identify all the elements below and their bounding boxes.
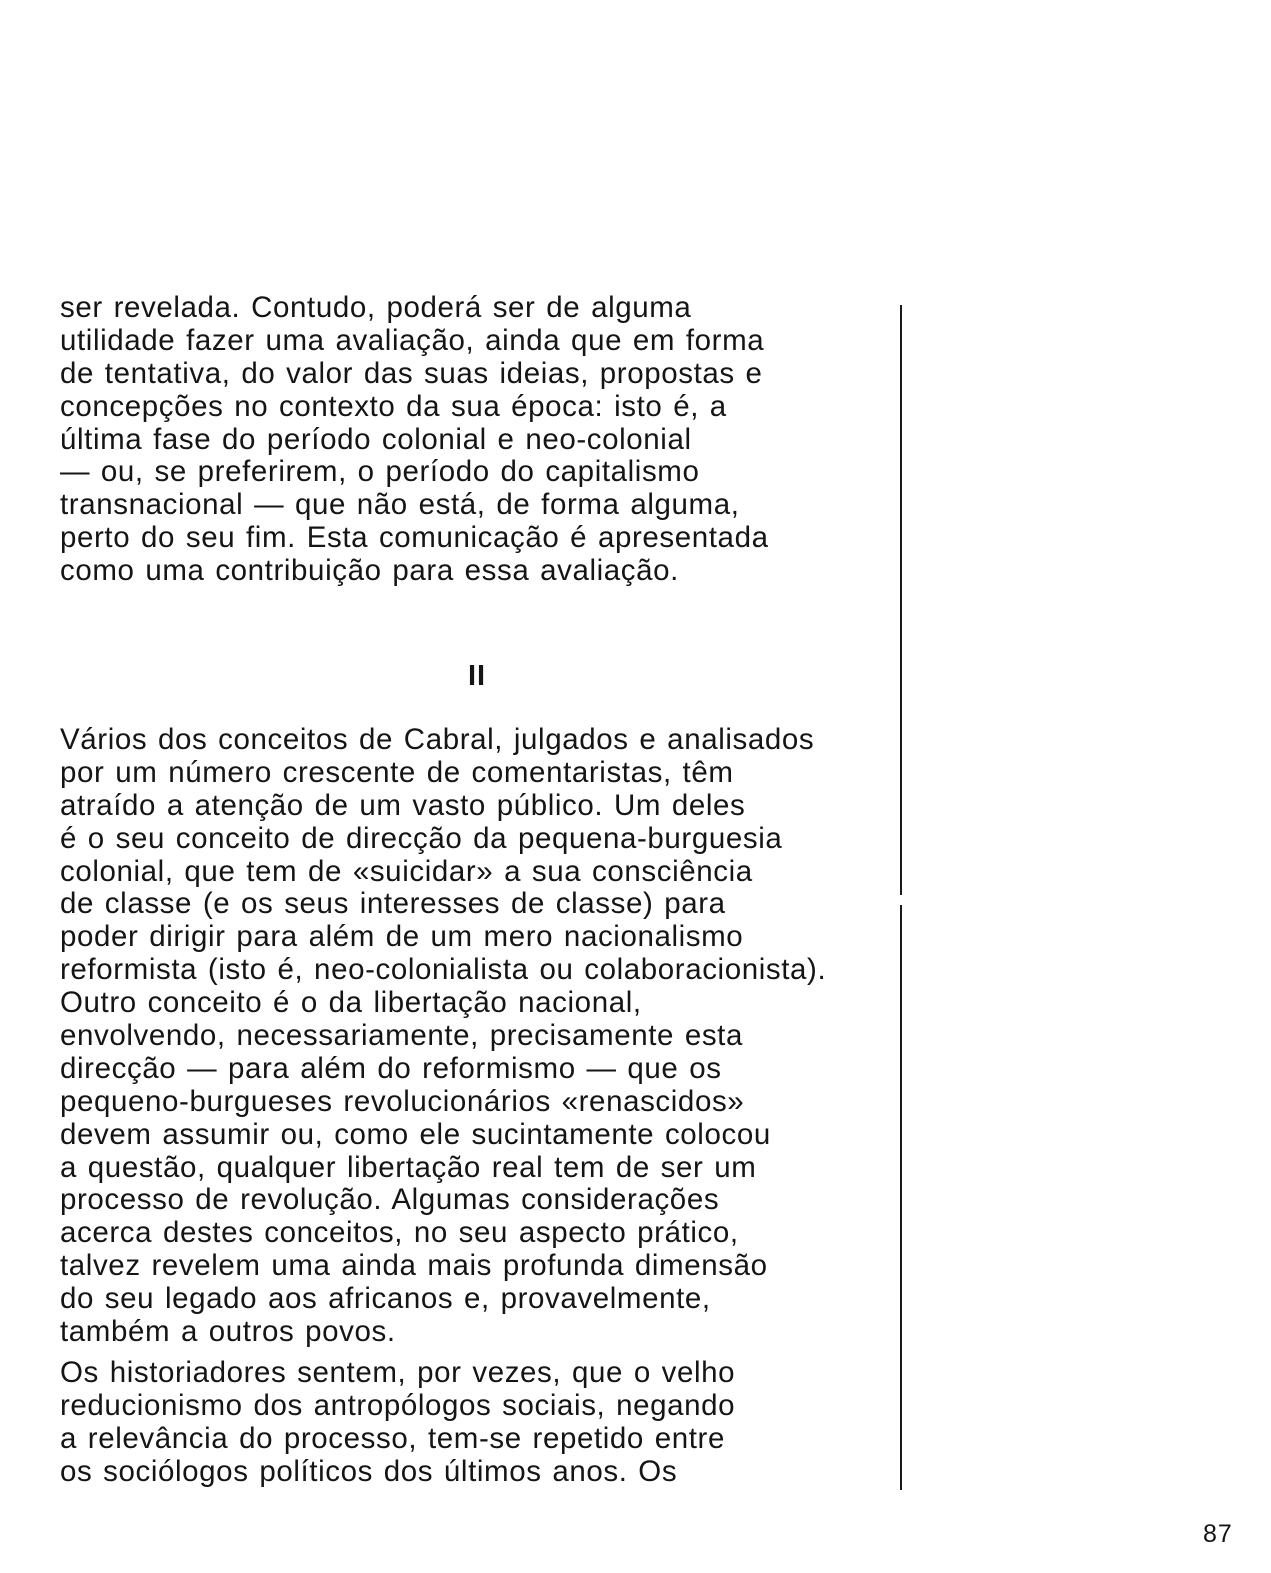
text-line: envolvendo, necessariamente, precisamente esta: [60, 1019, 743, 1053]
text-line: talvez revelem uma ainda mais profunda dimensão: [60, 1249, 768, 1283]
text-line: atraído a atenção de um vasto público. Um deles: [60, 788, 746, 822]
text-line: do seu legado aos africanos e, provavelmente,: [60, 1282, 711, 1316]
text-line: Vários dos conceitos de Cabral, julgados e analisados: [60, 723, 815, 756]
text-line: poder dirigir para além de um mero nacionalismo: [60, 920, 744, 954]
section-heading: II: [468, 660, 487, 692]
paragraph-2: [60, 724, 900, 1349]
text-line: devem assumir ou, como ele sucintamente colocou: [60, 1117, 771, 1151]
paragraph-1: [60, 292, 900, 588]
text-line: ser revelada. Contudo, poderá ser de alguma: [60, 291, 692, 324]
text-line: a questão, qualquer libertação real tem de ser um: [60, 1150, 757, 1184]
margin-rule-top: [900, 305, 902, 895]
text-line: a relevância do processo, tem-se repetido entre: [60, 1421, 725, 1455]
text-line: também a outros povos.: [60, 1315, 396, 1349]
text-line: como uma contribuição para essa avaliação.: [60, 554, 679, 588]
text-line: Outro conceito é o da libertação nacional,: [60, 986, 642, 1020]
text-line: processo de revolução. Algumas considerações: [60, 1183, 720, 1217]
text-line: perto do seu fim. Esta comunicação é apresentada: [60, 521, 769, 555]
text-line: direcção — para além do reformismo — que os: [60, 1051, 722, 1085]
text-line: acerca destes conceitos, no seu aspecto prático,: [60, 1216, 739, 1250]
page-number: 87: [1203, 1520, 1233, 1548]
text-line: pequeno-burgueses revolucionários «renascidos»: [60, 1084, 745, 1118]
text-line: reformista (isto é, neo-colonialista ou colaboracionista).: [60, 953, 827, 987]
text-line: de tentativa, do valor das suas ideias, propostas e: [60, 356, 763, 390]
text-line: concepções no contexto da sua época: isto é, a: [60, 389, 727, 423]
paragraph-3: [60, 1357, 900, 1489]
text-line: colonial, que tem de «suicidar» a sua consciência: [60, 854, 753, 888]
text-line: de classe (e os seus interesses de classe) para: [60, 887, 726, 921]
margin-rule-bottom: [900, 905, 902, 1490]
text-line: por um número crescente de comentaristas, têm: [60, 755, 734, 789]
text-line: — ou, se preferirem, o período do capitalismo: [60, 455, 700, 489]
text-line: reducionismo dos antropólogos sociais, negando: [60, 1388, 736, 1422]
text-line: transnacional — que não está, de forma alguma,: [60, 488, 740, 522]
text-line: última fase do período colonial e neo-colonial: [60, 422, 692, 456]
text-line: Os historiadores sentem, por vezes, que o velho: [60, 1356, 736, 1389]
text-line: utilidade fazer uma avaliação, ainda que em forma: [60, 323, 765, 357]
text-line: os sociólogos políticos dos últimos anos. Os: [60, 1454, 678, 1488]
text-line: é o seu conceito de direcção da pequena-burguesia: [60, 821, 783, 855]
